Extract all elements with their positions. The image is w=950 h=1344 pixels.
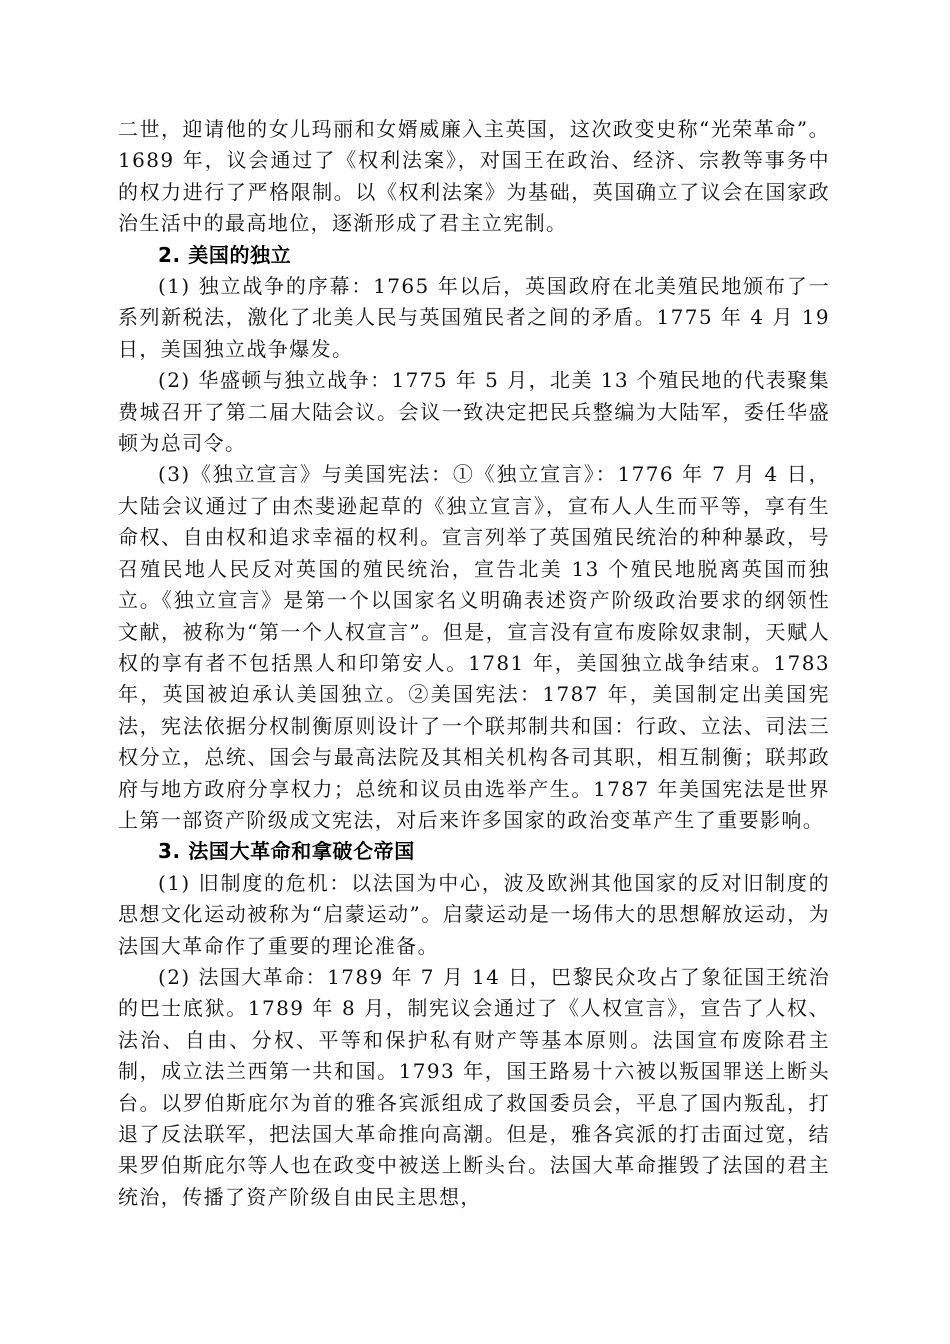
heading-american-independence: 2. 美国的独立 (158, 242, 292, 267)
paragraph-washington: (2) 华盛顿与独立战争：1775 年 5 月，北美 13 个殖民地的代表聚集费城召开了第二届大陆会议。会议一致决定把民兵整编为大陆军，委任华盛顿为总司令。 (118, 368, 830, 456)
heading-french-revolution: 3. 法国大革命和拿破仑帝国 (158, 839, 415, 864)
paragraph-glorious-revolution: 二世，迎请他的女儿玛丽和女婿威廉入主英国，这次政变史称“光荣革命”。1689 年，议会通过了《权利法案》，对国王在政治、经济、宗教等事务中的权力进行了严格限制。以《权利法案》为基础，英国确立了议会在国家政治生活中的最高地位，逐渐形成了君主立宪制。 (118, 117, 830, 236)
paragraph-war-prelude: (1) 独立战争的序幕：1765 年以后，英国政府在北美殖民地颁布了一系列新税法，激化了北美人民与英国殖民者之间的矛盾。1775 年 4 月 19 日，美国独立战争爆发。 (118, 274, 830, 361)
paragraph-enlightenment: (1) 旧制度的危机：以法国为中心，波及欧洲其他国家的反对旧制度的思想文化运动被称为“启蒙运动”。启蒙运动是一场伟大的思想解放运动，为法国大革命作了重要的理论准备。 (118, 870, 830, 958)
paragraph-declaration-constitution: (3)《独立宣言》与美国宪法：①《独立宣言》：1776 年 7 月 4 日，大陆会议通过了由杰斐逊起草的《独立宣言》，宣布人人生而平等，享有生命权、自由权和追求幸福的权利。宣言列举了英国殖民统治的种种暴政，号召殖民地人民反对英国的殖民统治，宣告北美 13 个殖民地脱离英国而独立。《独立宣言》是第一个以国家名义明确表述资产阶级政治要求的纲领性文献，被称为“第一个人权宣言”。但是，宣言没有宣布废除奴隶制，天赋人权的享有者不包括黑人和印第安人。1781 年，美国独立战争结束。1783 年，英国被迫承认美国独立。②美国宪法：1787 年，美国制定出美国宪法，宪法依据分权制衡原则设计了一个联邦制共和国：行政、立法、司法三权分立，总统、国会与最高法院及其相关机构各司其职，相互制衡；联邦政府与地方政府分享权力；总统和议员由选举产生。1787 年美国宪法是世界上第一部资产阶级成文宪法，对后来许多国家的政治变革产生了重要影响。 (118, 462, 830, 832)
document-body (118, 114, 830, 1213)
paragraph-french-revolution: (2) 法国大革命：1789 年 7 月 14 日，巴黎民众攻占了象征国王统治的巴士底狱。1789 年 8 月，制宪议会通过了《人权宣言》，宣告了人权、法治、自由、分权、平等和保护私有财产等基本原则。法国宣布废除君主制，成立法兰西第一共和国。1793 年，国王路易十六被以叛国罪送上断头台。以罗伯斯庇尔为首的雅各宾派组成了救国委员会，平息了国内叛乱，打退了反法联军，把法国大革命推向高潮。但是，雅各宾派的打击面过宽，结果罗伯斯庇尔等人也在政变中被送上断头台。法国大革命摧毁了法国的君主统治，传播了资产阶级自由民主思想， (118, 964, 830, 1209)
